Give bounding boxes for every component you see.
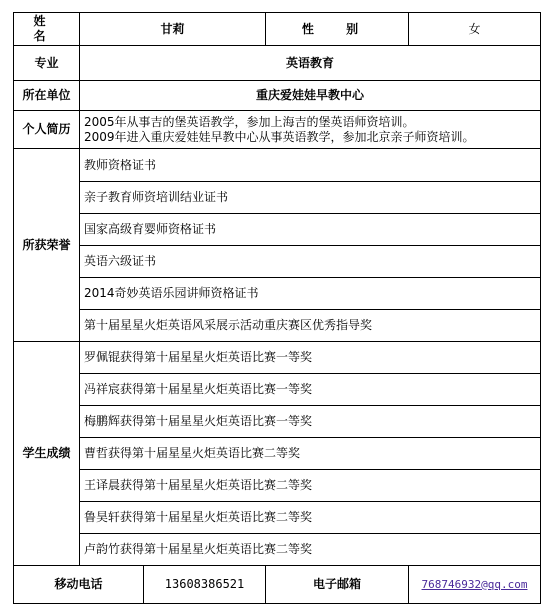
honor-item: 第十届星星火炬英语风采展示活动重庆赛区优秀指导奖 [80,310,541,342]
result-item: 罗佩锟获得第十届星星火炬英语比赛一等奖 [80,342,541,374]
result-row [14,470,541,502]
honor-row [14,278,541,310]
resume-row [14,111,541,149]
result-item: 王译晨获得第十届星星火炬英语比赛二等奖 [80,470,541,502]
honor-row [14,149,541,182]
honor-item: 教师资格证书 [80,149,541,182]
major-value: 英语教育 [80,46,541,81]
result-item: 鲁昊轩获得第十届星星火炬英语比赛二等奖 [80,502,541,534]
result-row [14,438,541,470]
honor-row [14,246,541,278]
result-row [14,374,541,406]
honor-item: 2014奇妙英语乐园讲师资格证书 [80,278,541,310]
honor-item: 亲子教育师资培训结业证书 [80,182,541,214]
result-item: 冯祥宸获得第十届星星火炬英语比赛一等奖 [80,374,541,406]
resume-line: 2005年从事吉的堡英语教学，参加上海吉的堡英语师资培训。 [84,114,415,129]
honor-row [14,214,541,246]
student-results-label: 学生成绩 [14,342,80,566]
result-item: 卢韵竹获得第十届星星火炬英语比赛二等奖 [80,534,541,566]
resume-form [13,12,540,593]
result-row [14,406,541,438]
major-label: 专业 [14,46,80,81]
result-item: 梅鹏辉获得第十届星星火炬英语比赛一等奖 [80,406,541,438]
email-label: 电子邮箱 [266,566,409,604]
name-value: 甘莉 [80,13,266,46]
resume-text [80,111,541,149]
result-row [14,502,541,534]
honor-row [14,182,541,214]
workplace-row [14,81,541,111]
phone-label: 移动电话 [14,566,144,604]
major-row [14,46,541,81]
workplace-value: 重庆爱娃娃早教中心 [80,81,541,111]
honor-item: 国家高级育婴师资格证书 [80,214,541,246]
resume-table [13,12,541,604]
contact-row [14,566,541,604]
gender-label: 性 别 [266,13,409,46]
name-label: 姓 名 [14,13,80,46]
email-link[interactable]: 768746932@qq.com [409,566,541,604]
honor-row [14,310,541,342]
resume-label: 个人简历 [14,111,80,149]
result-item: 曹哲获得第十届星星火炬英语比赛二等奖 [80,438,541,470]
result-row [14,342,541,374]
honor-item: 英语六级证书 [80,246,541,278]
result-row [14,534,541,566]
gender-value: 女 [409,13,541,46]
phone-value: 13608386521 [144,566,266,604]
name-row [14,13,541,46]
resume-line: 2009年进入重庆爱娃娃早教中心从事英语教学，参加北京亲子师资培训。 [84,129,475,144]
workplace-label: 所在单位 [14,81,80,111]
honors-label: 所获荣誉 [14,149,80,342]
